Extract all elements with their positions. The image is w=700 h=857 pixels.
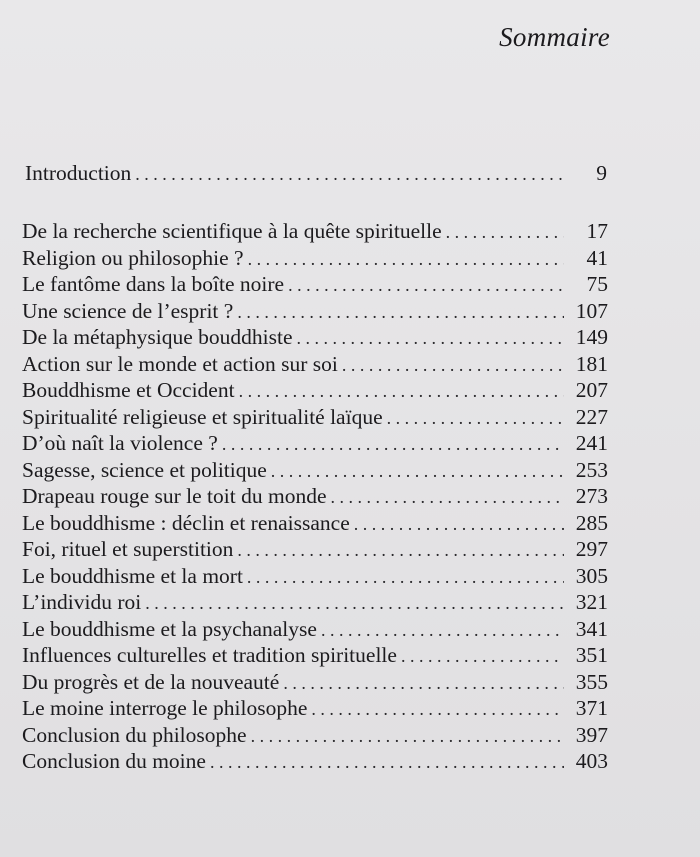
- dot-leader: [239, 378, 564, 405]
- toc-row: [22, 271, 608, 298]
- toc-entry-label: Spiritualité religieuse et spiritualité laïque: [22, 404, 383, 429]
- toc-entry-label: Sagesse, science et politique: [22, 457, 267, 482]
- dot-leader: [145, 590, 564, 617]
- toc-entry-label: Bouddhisme et Occident: [22, 378, 235, 402]
- toc-row: [22, 245, 608, 272]
- toc-row: [25, 160, 607, 187]
- toc-row: [22, 377, 608, 404]
- toc-entry-label: Le fantôme dans la boîte noire: [22, 272, 285, 296]
- toc-entry-page: 75: [586, 272, 608, 296]
- page-title: Sommaire: [499, 22, 610, 52]
- toc-entry-page: 305: [575, 563, 608, 588]
- toc-entry-page: 241: [575, 431, 608, 455]
- dot-leader: [296, 325, 564, 352]
- toc-row: [22, 457, 608, 484]
- toc-entry-page: 9: [596, 161, 607, 185]
- toc-row: [22, 642, 608, 669]
- toc-entry-page: 321: [575, 590, 608, 614]
- toc-row: [22, 404, 608, 431]
- toc-row: [22, 563, 608, 590]
- dot-leader: [354, 511, 564, 538]
- toc-entry-page: 17: [586, 219, 608, 243]
- toc-entry-page: 341: [575, 616, 608, 641]
- dot-leader: [342, 352, 564, 379]
- toc-entry-label: Conclusion du philosophe: [22, 722, 247, 747]
- toc-entry-label: Religion ou philosophie ?: [22, 245, 244, 270]
- dot-leader: [283, 670, 564, 697]
- toc-entry-label: Conclusion du moine: [22, 749, 206, 773]
- toc-entry-page: 371: [575, 696, 608, 720]
- toc-row: [22, 430, 608, 457]
- toc-row: [22, 589, 608, 616]
- dot-leader: [222, 431, 564, 458]
- toc-entry-label: De la métaphysique bouddhiste: [22, 325, 293, 349]
- dot-leader: [446, 219, 564, 246]
- dot-leader: [237, 537, 564, 564]
- dot-leader: [288, 272, 564, 299]
- toc-entry-label: De la recherche scientifique à la quête spirituelle: [22, 219, 442, 243]
- toc-entry-page: 273: [575, 484, 608, 508]
- dot-leader: [271, 458, 564, 485]
- toc-row: [22, 748, 608, 775]
- toc-entry-page: 149: [575, 325, 608, 349]
- dot-leader: [135, 161, 563, 188]
- toc-entry-page: 297: [575, 537, 608, 561]
- toc-entry-label: Une science de l’esprit ?: [22, 298, 234, 323]
- toc-entry-page: 397: [575, 722, 608, 747]
- dot-leader: [251, 723, 564, 750]
- toc-entry-page: 355: [575, 669, 608, 694]
- toc-intro-row: [25, 160, 607, 187]
- toc-entry-page: 181: [575, 351, 608, 376]
- toc-entry-label: L’individu roi: [22, 590, 142, 614]
- table-of-contents: [22, 218, 608, 775]
- toc-entry-label: Le moine interroge le philosophe: [22, 696, 308, 720]
- toc-row: [22, 351, 608, 378]
- toc-entry-label: Le bouddhisme : déclin et renaissance: [22, 510, 350, 535]
- toc-entry-label: Action sur le monde et action sur soi: [22, 351, 338, 376]
- toc-entry-label: D’où naît la violence ?: [22, 431, 218, 455]
- toc-entry-label: Introduction: [25, 161, 132, 185]
- toc-entry-page: 285: [575, 510, 608, 535]
- toc-entry-page: 107: [575, 298, 608, 323]
- toc-row: [22, 218, 608, 245]
- toc-entry-label: Foi, rituel et superstition: [22, 537, 234, 561]
- dot-leader: [237, 299, 564, 326]
- toc-entry-label: Influences culturelles et tradition spirituelle: [22, 643, 397, 667]
- dot-leader: [247, 564, 564, 591]
- dot-leader: [387, 405, 564, 432]
- toc-row: [22, 324, 608, 351]
- toc-entry-label: Drapeau rouge sur le toit du monde: [22, 484, 327, 508]
- toc-row: [22, 616, 608, 643]
- toc-entry-page: 253: [575, 457, 608, 482]
- toc-row: [22, 669, 608, 696]
- toc-row: [22, 695, 608, 722]
- toc-entry-label: Le bouddhisme et la mort: [22, 563, 243, 588]
- toc-entry-page: 403: [575, 749, 608, 773]
- toc-entry-page: 41: [586, 245, 608, 270]
- dot-leader: [331, 484, 565, 511]
- toc-entry-label: Du progrès et de la nouveauté: [22, 669, 280, 694]
- toc-row: [22, 536, 608, 563]
- toc-entry-label: Le bouddhisme et la psychanalyse: [22, 616, 317, 641]
- toc-entry-page: 351: [575, 643, 608, 667]
- toc-entry-page: 207: [575, 378, 608, 402]
- dot-leader: [311, 696, 564, 723]
- toc-row: [22, 510, 608, 537]
- toc-row: [22, 483, 608, 510]
- dot-leader: [401, 643, 564, 670]
- dot-leader: [210, 749, 564, 776]
- toc-entry-page: 227: [575, 404, 608, 429]
- dot-leader: [248, 246, 564, 273]
- toc-row: [22, 722, 608, 749]
- toc-row: [22, 298, 608, 325]
- dot-leader: [321, 617, 564, 644]
